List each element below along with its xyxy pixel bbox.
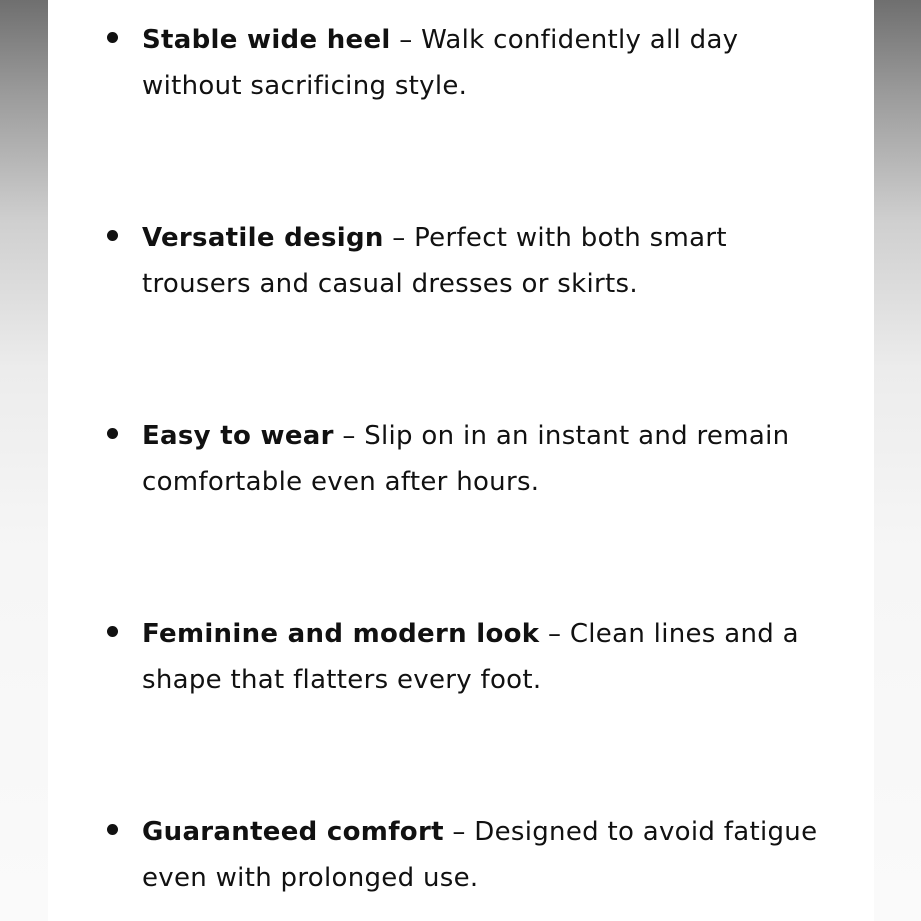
feature-description: Designed to avoid fatigue even with prolonged use. <box>142 817 818 893</box>
feature-term: Stable wide heel <box>142 25 391 55</box>
feature-description: Slip on in an instant and remain comfortable even after hours. <box>142 421 790 497</box>
feature-item-feminine-modern-look <box>142 611 842 703</box>
feature-separator: – <box>390 25 422 55</box>
bullet-icon <box>107 626 118 637</box>
feature-item-versatile-design <box>142 215 842 307</box>
feature-item-guaranteed-comfort <box>142 809 842 901</box>
right-background-edge <box>874 0 921 921</box>
feature-separator: – <box>383 223 415 253</box>
bullet-icon <box>107 230 118 241</box>
feature-term: Easy to wear <box>142 421 334 451</box>
feature-description: Perfect with both smart trousers and casual dresses or skirts. <box>142 223 727 299</box>
feature-term: Feminine and modern look <box>142 619 540 649</box>
feature-description: Walk confidently all day without sacrificing style. <box>142 25 739 101</box>
feature-separator: – <box>443 817 475 847</box>
content-panel <box>48 0 874 921</box>
bullet-icon <box>107 824 118 835</box>
bullet-icon <box>107 32 118 43</box>
feature-separator: – <box>539 619 570 649</box>
feature-term: Guaranteed comfort <box>142 817 444 847</box>
feature-item-easy-to-wear <box>142 413 842 505</box>
left-background-edge <box>0 0 48 921</box>
bullet-icon <box>107 428 118 439</box>
feature-separator: – <box>333 421 365 451</box>
feature-term: Versatile design <box>142 223 384 253</box>
feature-item-stable-wide-heel <box>142 17 842 109</box>
feature-description: Clean lines and a shape that flatters every foot. <box>142 619 799 695</box>
